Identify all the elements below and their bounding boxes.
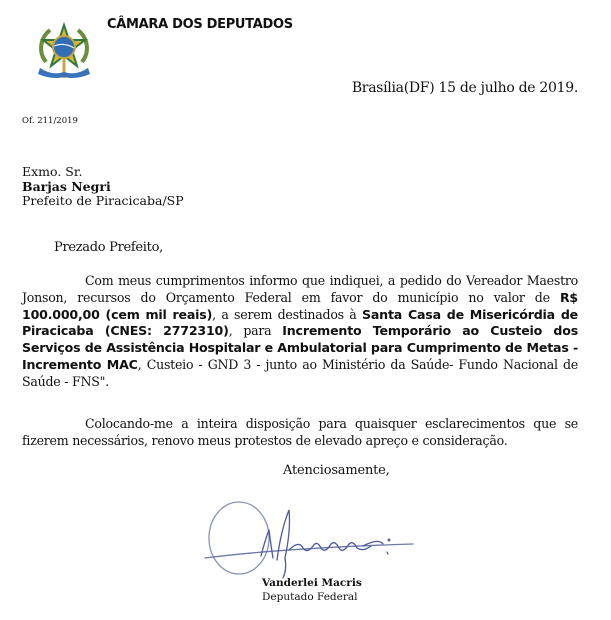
signatory-title: Deputado Federal bbox=[262, 591, 358, 603]
recipient-position: Prefeito de Piracicaba/SP bbox=[22, 193, 184, 208]
date-line: Brasília(DF) 15 de julho de 2019. bbox=[351, 80, 578, 96]
handwritten-signature bbox=[203, 500, 418, 582]
paragraph-text: , a serem destinados à bbox=[212, 306, 363, 322]
recipient-block bbox=[22, 165, 184, 209]
greeting: Prezado Prefeito, bbox=[54, 240, 163, 255]
amount-highlight: R$ 100.000,00 (cem mil reais) bbox=[22, 289, 578, 322]
beneficiary-highlight: Santa Casa de Misericórdia de Piracicaba (CNES: 2772310) bbox=[22, 306, 578, 339]
purpose-highlight: Incremento Temporário ao Custeio dos Serviços de Assistência Hospitalar e Ambulatorial para Cumprimento de Metas - Incremento MAC bbox=[22, 323, 578, 372]
paragraph-text: , Custeio - GND 3 - junto ao Ministério da Saúde- Fundo Nacional de Saúde - FNS". bbox=[22, 356, 578, 389]
paragraph-text: , para bbox=[228, 323, 283, 339]
organization-name: CÂMARA DOS DEPUTADOS bbox=[107, 17, 293, 32]
body-paragraph-1 bbox=[22, 273, 578, 391]
paragraph-text: Colocando-me a inteira disposição para quaisquer esclarecimentos que se fizerem necessários, renovo meus protestos de elevado apreço e consideração. bbox=[22, 416, 578, 448]
body-paragraph-2 bbox=[22, 416, 578, 450]
recipient-name: Barjas Negri bbox=[22, 178, 111, 194]
signatory-name: Vanderlei Macris bbox=[262, 577, 362, 589]
brazil-coat-of-arms-icon bbox=[34, 22, 94, 80]
recipient-salutation: Exmo. Sr. bbox=[22, 164, 83, 179]
office-number: Of. 211/2019 bbox=[22, 116, 78, 126]
closing: Atenciosamente, bbox=[283, 463, 390, 478]
paragraph-text: Com meus cumprimentos informo que indiquei, a pedido do Vereador Maestro Jonson, recursos do Orçamento Federal em favor do município no valor de bbox=[22, 273, 578, 305]
